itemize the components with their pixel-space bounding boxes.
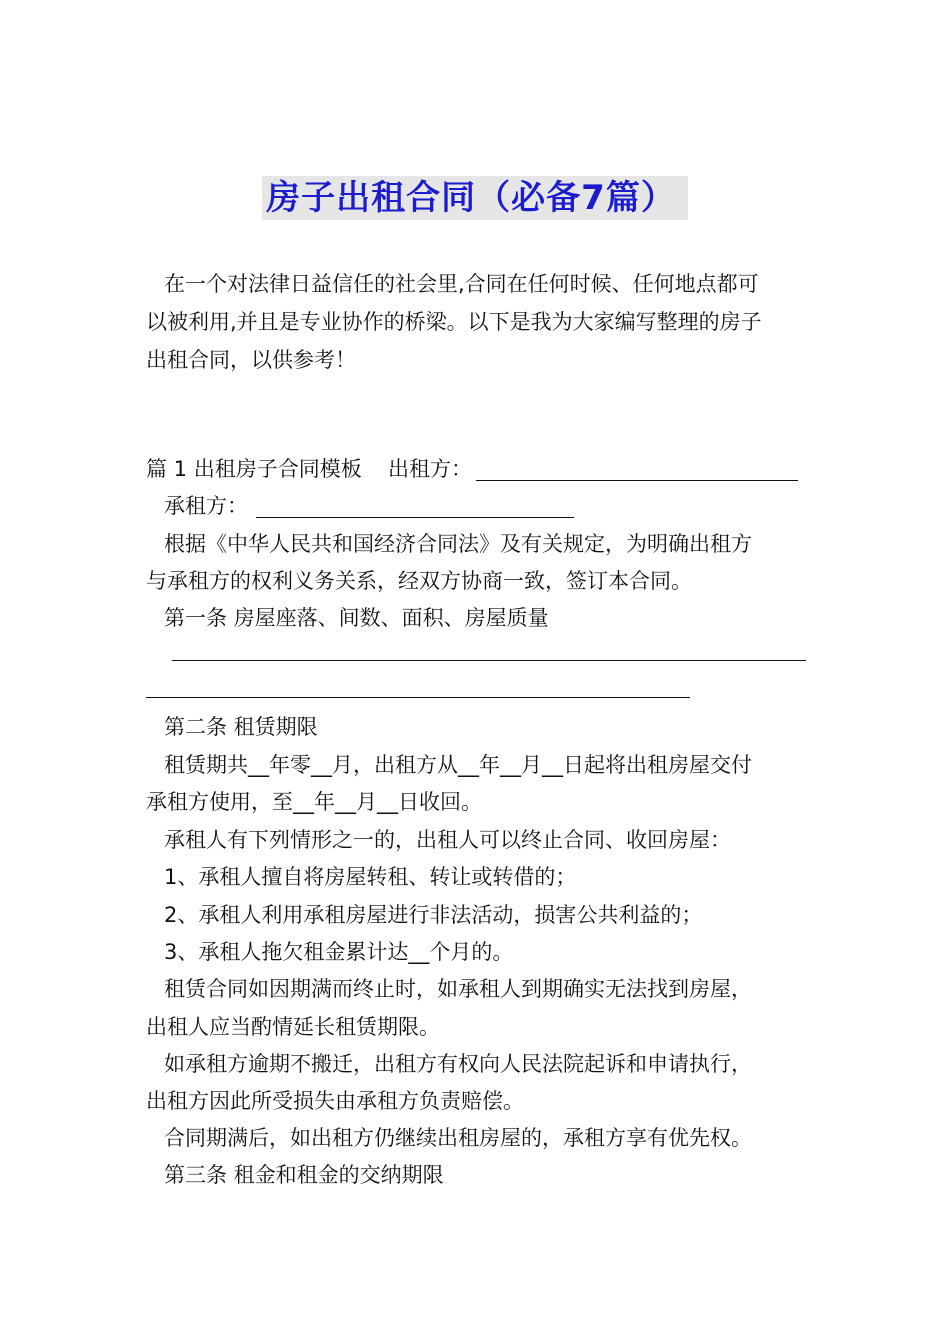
expiry-line-1: 租赁合同如因期满而终止时，如承租人到期确实无法找到房屋， <box>164 977 752 1001</box>
article-1-heading: 第一条 房屋座落、间数、面积、房屋质量 <box>164 606 549 630</box>
title-container <box>0 176 950 220</box>
lessor-label: 出租方： <box>388 457 472 481</box>
article-1-blank-line-2 <box>146 697 690 698</box>
document-title: 房子出租合同（必备7篇） <box>262 176 688 220</box>
law-line-1: 根据《中华人民共和国经济合同法》及有关规定，为明确出租方 <box>164 532 752 556</box>
intro-line-3: 出租合同，以供参考！ <box>146 348 356 372</box>
term-line-2: 承租方使用，至__年__月__日收回。 <box>146 790 482 814</box>
term-line-1: 租赁期共__年零__月，出租方从__年__月__日起将出租房屋交付 <box>164 753 752 777</box>
termination-item-3: 3、承租人拖欠租金累计达__个月的。 <box>164 940 514 964</box>
expiry-line-2: 出租人应当酌情延长租赁期限。 <box>146 1015 440 1039</box>
article-3-heading: 第三条 租金和租金的交纳期限 <box>164 1163 444 1187</box>
lessee-blank-line <box>256 517 574 518</box>
lessor-blank-line <box>476 480 798 481</box>
intro-line-1: 在一个对法律日益信任的社会里,合同在任何时候、任何地点都可 <box>164 272 759 296</box>
article-1-blank-line-1 <box>172 660 806 661</box>
intro-line-2: 以被利用,并且是专业协作的桥梁。以下是我为大家编写整理的房子 <box>146 310 762 334</box>
termination-item-2: 2、承租人利用承租房屋进行非法活动，损害公共利益的； <box>164 903 703 927</box>
law-line-2: 与承租方的权利义务关系，经双方协商一致，签订本合同。 <box>146 569 692 593</box>
termination-item-1: 1、承租人擅自将房屋转租、转让或转借的； <box>164 865 577 889</box>
termination-intro: 承租人有下列情形之一的，出租人可以终止合同、收回房屋： <box>164 828 731 852</box>
section-heading: 篇 1 出租房子合同模板 <box>146 457 362 481</box>
priority-line: 合同期满后，如出租方仍继续出租房屋的，承租方享有优先权。 <box>164 1126 752 1150</box>
article-2-heading: 第二条 租赁期限 <box>164 715 318 739</box>
lessee-label: 承租方： <box>164 494 248 518</box>
overdue-line-2: 出租方因此所受损失由承租方负责赔偿。 <box>146 1089 524 1113</box>
overdue-line-1: 如承租方逾期不搬迁，出租方有权向人民法院起诉和申请执行， <box>164 1052 752 1076</box>
